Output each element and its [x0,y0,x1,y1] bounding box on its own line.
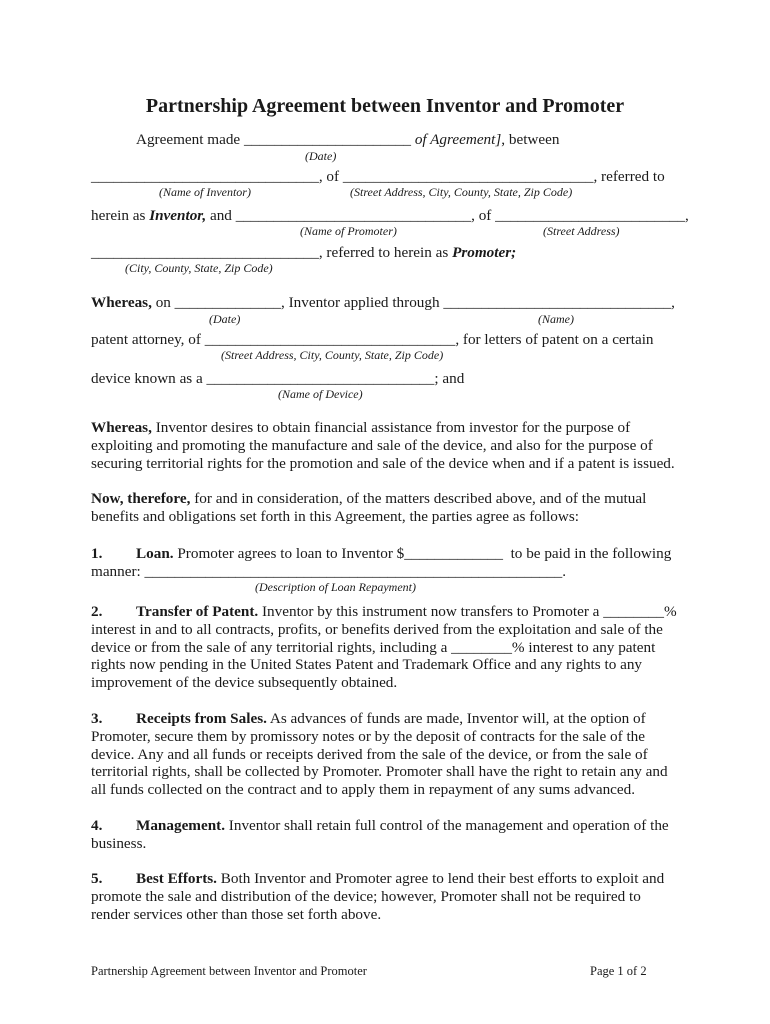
section-4-heading: Management. [136,817,225,834]
whereas-lead-2: Whereas, [91,419,152,436]
now-therefore-paragraph [91,490,683,526]
caption-street-address: (Street Address) [543,224,620,238]
device-line: device known as a ______________________________; and [91,370,465,387]
agreement-made-text: Agreement made ______________________ [136,131,412,148]
promoter-name-blank: and _______________________________, of _________________________, [206,207,689,224]
whereas-applied-line [91,294,675,311]
section-3-number: 3. [91,710,103,727]
inventor-term: Inventor, [149,207,207,224]
whereas-financial-paragraph [91,419,683,472]
document-title: Partnership Agreement between Inventor and Promoter [145,95,625,117]
caption-city-county-state: (City, County, State, Zip Code) [125,261,273,275]
caption-name-of-inventor: (Name of Inventor) [159,185,251,199]
section-5-text: Both Inventor and Promoter agree to lend their best efforts to exploit and promote the sale and distribution of the device; however, Promoter shall not be required to render services other than those set forth above. [91,870,665,923]
section-1-number: 1. [91,545,103,562]
section-4-number: 4. [91,817,103,834]
now-therefore-lead: Now, therefore, [91,490,191,507]
between-text: , between [501,131,560,148]
footer-page-number: Page 1 of 2 [590,964,647,978]
whereas-financial-text: Inventor desires to obtain financial assistance from investor for the purpose of exploiting and promoting the manufacture and sale of the device, and also for the purpose of securing territorial rights for the promotion and sale of the device when and if a patent is issued. [91,419,675,472]
promoter-city-blank: ______________________________, referred to herein as [91,244,453,261]
caption-name-of-device: (Name of Device) [278,387,363,401]
section-5-heading: Best Efforts. [136,870,217,887]
section-2-text: Inventor by this instrument now transfers to Promoter a ________% interest in and to all contracts, profits, or benefits derived from the exploitation and sale of the device or from the sale of any territorial rights, including a ________% interest to any patent rights now pending in the United States Patent and Trademark Office and any rights to any improvement of the device subsequently obtained. [91,603,677,692]
footer-title: Partnership Agreement between Inventor and Promoter [91,964,367,978]
inventor-name-blank: ______________________________, of [91,168,343,185]
of-agreement-text: of Agreement] [411,131,502,148]
section-4-paragraph [91,817,683,853]
section-1-text: Promoter agrees to loan to Inventor $_____________ to be paid in the following [173,545,672,562]
section-2-paragraph [91,603,683,692]
caption-inventor-address: (Street Address, City, County, State, Zip Code) [350,185,573,199]
section-5-paragraph [91,870,683,923]
caption-whereas-name: (Name) [538,312,574,326]
whereas-applied-text: on ______________, Inventor applied through ______________________________, [151,294,675,311]
section-1-line-1 [91,545,671,562]
promoter-line [91,207,689,224]
section-2-number: 2. [91,603,103,620]
herein-as-text: herein as [91,207,150,224]
section-3-text: As advances of funds are made, Inventor will, at the option of Promoter, secure them by promissory notes or by the deposit of contracts for the sale of the device. Any and all funds or receipts derived from the sale of the device, or from the sale of territorial rights, shall be collected by Promoter. Promoter shall have the right to retain any and all funds collected on the contract and to apply them in repayment of any sums advanced. [91,710,668,799]
section-3-heading: Receipts from Sales. [136,710,267,727]
section-4-text: Inventor shall retain full control of the management and operation of the business. [91,817,669,852]
caption-name-of-promoter: (Name of Promoter) [300,224,397,238]
patent-attorney-line: patent attorney, of _________________________________, for letters of patent on a certain [91,331,654,348]
whereas-lead-1: Whereas, [91,294,152,311]
section-5-number: 5. [91,870,103,887]
caption-date: (Date) [305,149,337,163]
caption-attorney-address: (Street Address, City, County, State, Zip Code) [221,348,444,362]
section-1-manner-line: manner: _______________________________________________________. [91,563,567,580]
promoter-term: Promoter; [452,244,517,261]
inventor-line [91,168,665,185]
section-1-heading: Loan. [136,545,174,562]
now-therefore-text: for and in consideration, of the matters described above, and of the mutual benefits and obligations set forth in this Agreement, the parties agree as follows: [91,490,647,525]
caption-loan-repayment: (Description of Loan Repayment) [255,580,416,594]
promoter-city-line [91,244,516,261]
section-3-paragraph [91,710,683,799]
caption-whereas-date: (Date) [209,312,241,326]
agreement-made-line [136,131,559,148]
section-2-heading: Transfer of Patent. [136,603,259,620]
inventor-address-blank: _________________________________, referred to [342,168,665,185]
